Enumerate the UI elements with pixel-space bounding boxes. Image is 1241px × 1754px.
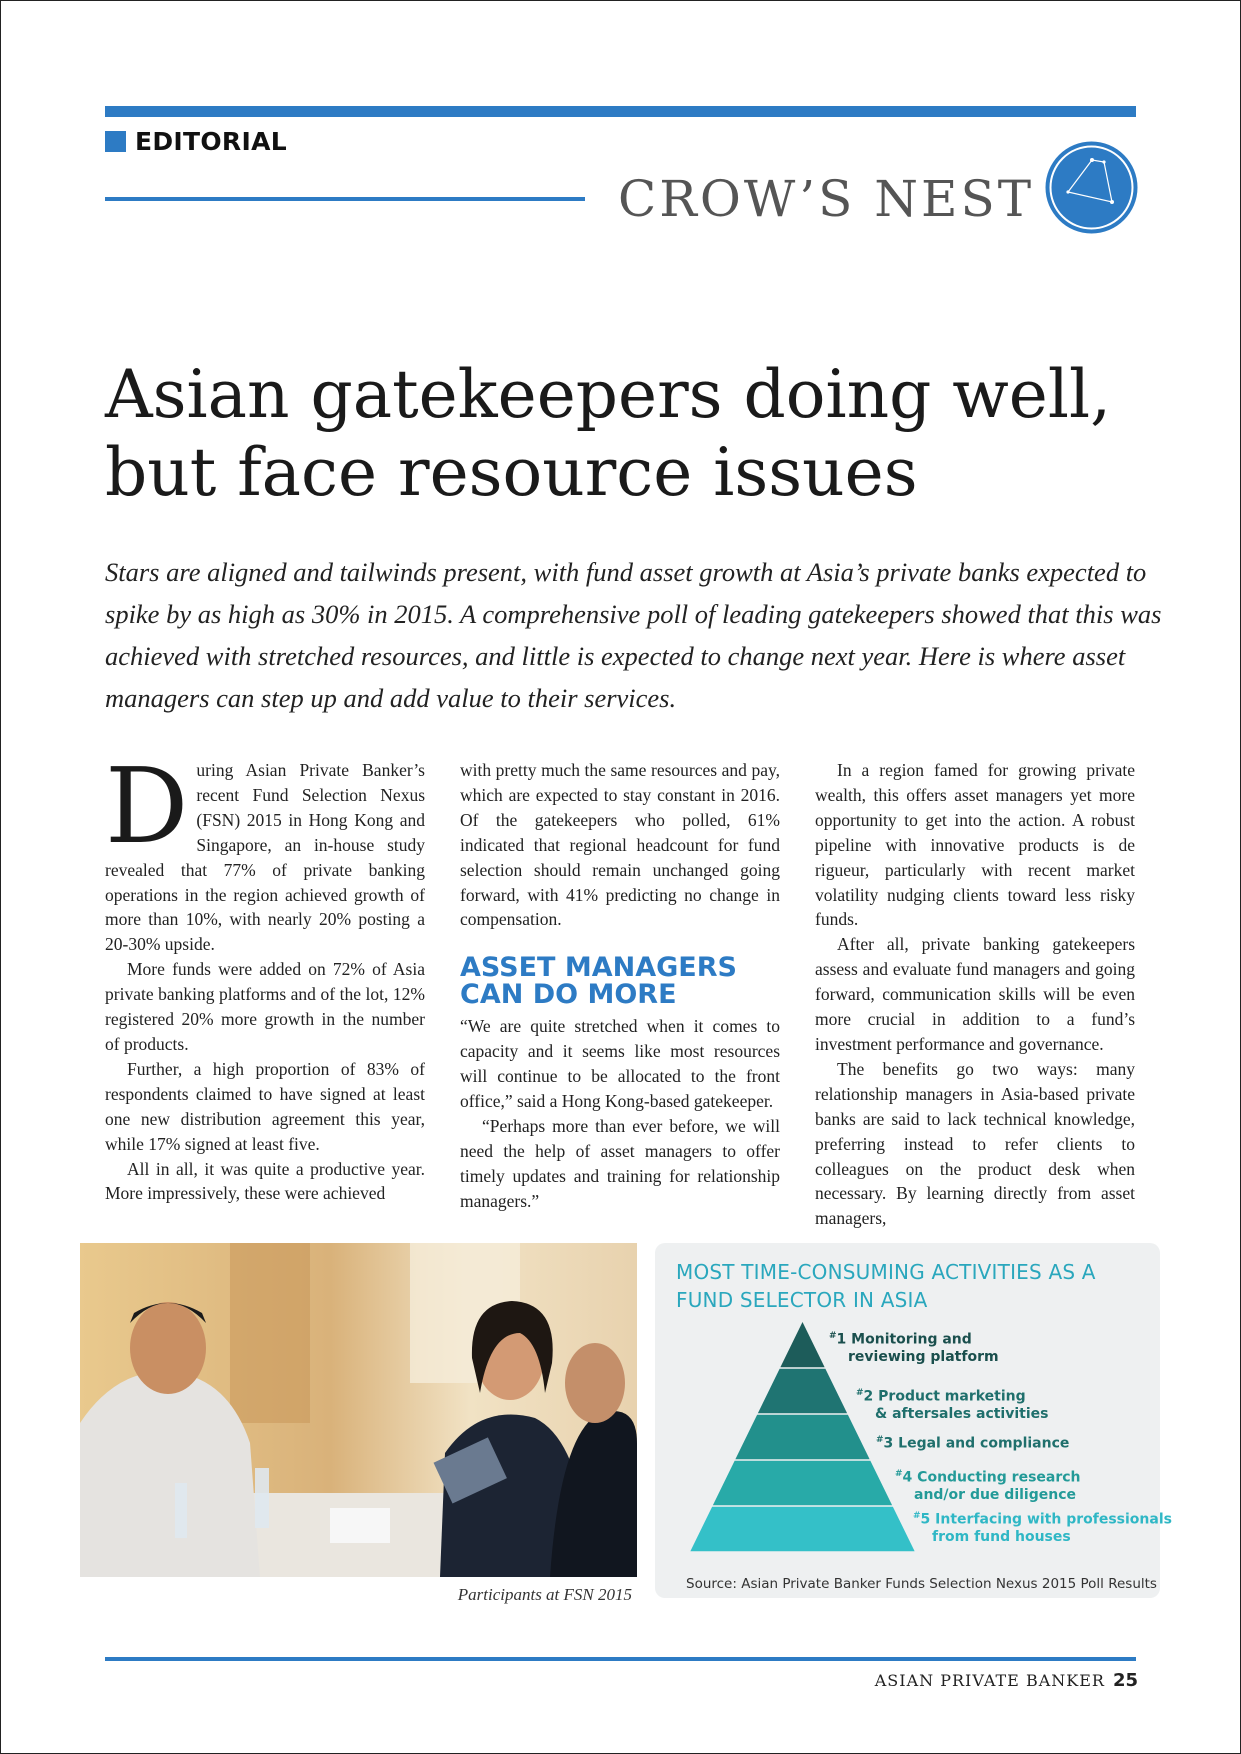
paragraph: Further, a high proportion of 83% of respondents claimed to have signed at least one new distribution agreement this year, while 17% signed at least five.	[105, 1058, 425, 1154]
rank-label-1	[829, 1328, 999, 1366]
paragraph: with pretty much the same resources and pay, which are expected to stay constant in 2016. Of the gatekeepers who polled, 61% indicated that regional headcount for fund selection should remain unchanged going forward, with 41% predicting no change in compensation.	[460, 760, 780, 930]
pyramid-tier-1	[780, 1322, 824, 1367]
paragraph: In a region famed for growing private wealth, this offers asset managers yet more opportunity to get into the action. A robust pipeline with innovative products is de rigueur, particularly with recent market volatility nudging clients toward less risky funds.	[815, 760, 1135, 930]
rank-text-line-2: from fund houses	[932, 1528, 1071, 1545]
rank-text-line-1: Interfacing with professionals	[935, 1511, 1172, 1528]
section-subhead	[460, 952, 780, 1011]
rank-label-5	[913, 1508, 1172, 1546]
rank-text-line-1: Monitoring and	[851, 1331, 972, 1348]
headline-line-2: but face resource issues	[105, 434, 918, 511]
infographic-source: Source: Asian Private Banker Funds Selection Nexus 2015 Poll Results	[686, 1576, 1157, 1592]
drop-cap: D	[105, 745, 189, 867]
paragraph: The benefits go two ways: many relationship managers in Asia-based private banks are said to lack technical knowledge, preferring instead to refer clients to colleagues on the product desk when necessary. By learning directly from asset managers,	[815, 1058, 1135, 1229]
subhead-line-2: CAN DO MORE	[460, 979, 677, 1011]
body-column-1	[105, 745, 425, 1206]
paragraph: uring Asian Private Banker’s recent Fund Selection Nexus (FSN) 2015 in Hong Kong and Singapore, an in-house study revealed that 77% of private banking operations in the region achieved growth of more than 10%, with nearly 20% posting a 20-30% upside.	[105, 760, 425, 955]
rank-number: 1	[836, 1331, 852, 1348]
constellation-logo-icon	[1044, 140, 1139, 235]
rank-hash: #	[829, 1331, 837, 1341]
rank-text-line-2: & aftersales activities	[875, 1405, 1049, 1422]
page-footer	[760, 1670, 1138, 1691]
article-standfirst: Stars are aligned and tailwinds present, with fund asset growth at Asia’s private banks expected to spike by as high as 30% in 2015. A comprehensive poll of leading gatekeepers showed that this was achieved with stretched resources, and little is expected to change next year. Here is where asset managers can step up and add value to their services.	[105, 557, 1162, 713]
section-label-group	[105, 126, 287, 156]
pyramid-tier-2	[758, 1369, 847, 1414]
photo-caption: Participants at FSN 2015	[457, 1585, 632, 1604]
pyramid-tier-5	[690, 1507, 914, 1552]
paragraph: More funds were added on 72% of Asia private banking platforms and of the lot, 12% registered 20% more growth in the number of products.	[105, 959, 425, 1054]
pyramid-tier-4	[713, 1461, 892, 1506]
paragraph: “We are quite stretched when it comes to capacity and it seems like most resources will continue to be allocated to the front office,” said a Hong Kong-based gatekeeper.	[460, 1016, 780, 1112]
rank-hash: #	[856, 1388, 864, 1398]
rank-hash: #	[876, 1435, 884, 1445]
subhead-line-1: ASSET MANAGERS	[460, 952, 737, 984]
paragraph: “Perhaps more than ever before, we will need the help of asset managers to offer timely updates and training for relationship managers.”	[460, 1115, 780, 1211]
page-number: 25	[1112, 1670, 1138, 1691]
rank-text-line-2: and/or due diligence	[914, 1486, 1076, 1503]
rank-label-3	[876, 1432, 1069, 1453]
section-label: EDITORIAL	[135, 126, 287, 156]
rank-hash: #	[895, 1469, 903, 1479]
rank-label-4	[895, 1466, 1081, 1504]
pyramid-tier-3	[735, 1415, 869, 1460]
rank-number: 5	[920, 1511, 936, 1528]
rank-number: 3	[883, 1435, 899, 1452]
rank-number: 4	[902, 1469, 918, 1486]
column-rule	[105, 197, 585, 201]
bottom-rule	[105, 1657, 1136, 1661]
section-marker	[105, 131, 126, 152]
rank-label-2	[856, 1385, 1048, 1423]
rank-text-line-1: Legal and compliance	[898, 1435, 1070, 1452]
body-column-2	[460, 758, 780, 1214]
rank-hash: #	[913, 1511, 921, 1521]
publication-name: ASIAN PRIVATE BANKER	[874, 1671, 1105, 1690]
paragraph: All in all, it was quite a productive year. More impressively, these were achieved	[105, 1158, 425, 1204]
top-rule	[105, 106, 1136, 117]
rank-text-line-1: Conducting research	[917, 1469, 1081, 1486]
rank-number: 2	[863, 1388, 879, 1405]
article-headline	[105, 356, 1155, 512]
rank-text-line-2: reviewing platform	[848, 1348, 999, 1365]
body-column-3	[815, 758, 1135, 1231]
rank-text-line-1: Product marketing	[878, 1388, 1026, 1405]
infographic-title: MOST TIME-CONSUMING ACTIVITIES AS A FUND SELECTOR IN ASIA	[676, 1260, 1096, 1312]
paragraph: After all, private banking gatekeepers assess and evaluate fund managers and going forward, communication skills will be even more crucial in addition to a fund’s investment performance and governance.	[815, 934, 1135, 1054]
event-photo	[80, 1243, 637, 1577]
column-title: CROW’S NEST	[618, 170, 1035, 228]
headline-line-1: Asian gatekeepers doing well,	[105, 356, 1112, 433]
